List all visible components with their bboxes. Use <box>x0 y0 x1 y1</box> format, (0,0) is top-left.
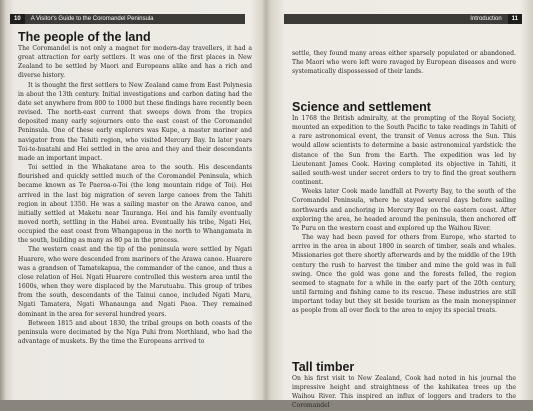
paragraph: The Coromandel is not only a magnet for modern-day travellers, it had a great attraction for early settlers. It was one of the first places in New Zealand to be settled by Maori and Europeans alike and has a rich and diverse history. <box>18 45 252 80</box>
paragraph: The way had been paved for others from Europe, who started to arrive in the area in about 1800 in search of timber, seals and whales. Missionaries got there shortly afterwards and by the middle of the 19th century the rush to harvest the timber and mine the gold was in full swing. Once the gold was gone and the forests felled, the region seemed to stagnate for a while in the early part of the 20th century, until farming and fishing came to its rescue. These industries are still important today but they sit beside tourism as the main moneyspinner as people from all over flock to the area to enjoy its special treats. <box>292 234 516 315</box>
left-page <box>10 0 262 400</box>
science-body-text <box>292 114 516 315</box>
paragraph: It is thought the first settlers to New Zealand came from East Polynesia in about the 13th century. Initial investigations and carbon dating had the date set anywhere from 800 to 1000 but these findings have recently been revised. The north-east current that sweeps down from the tropics deposited many early sojourners onto the east coast of the Coromandel Peninsula. One of these early explorers was Kupe, a master mariner and navigator from the Tahiti region, who visited Mercury Bay. In later years Toi-te-huatahi and Hei settled in the area and they and their descendants made an important impact. <box>18 81 252 162</box>
left-running-head <box>10 14 245 24</box>
paragraph: Weeks later Cook made landfall at Poverty Bay, to the south of the Coromandel Peninsula, where he stayed several days before sailing northwards and anchoring in Mercury Bay on the eastern coast. After exploring the area, he headed around the peninsula, then anchored off Te Puru on the western coast and explored up the Waihou River. <box>292 188 516 232</box>
right-running-head <box>284 14 522 24</box>
paragraph: Toi settled in the Whakatane area to the south. His descendants flourished and quickly settled much of the Coromandel Peninsula, which became known as Te Paeroa-o-Toi (the long mountain ridge of Toi). Hei arrived in the last big migration of seven large canoes from the Tahiti region in about 1350. He was a sailing master on the Arawa canoe, and initially settled at Maketu near Tauranga. Hei and his family eventually moved north, settling in the Hahei area. Eventually his tribe, Ngati Hei, occupied the east coast from Whangapoua in the north to Whangamata in the south, building as many as 80 pa in the process. <box>18 164 252 245</box>
paragraph: The western coast and the tip of the peninsula were settled by Ngati Huarere, who were descended from mariners of the Arawa canoe. Huarere was a grandson of Tamatekapua, the commander of the canoe, and thus a close relation of Hei. Ngati Huarere controlled this western area until the 1600s, when they were displaced by the Marutuahu. This group of tribes from the south, descendants of the Tainui canoe, included Ngati Maru, Ngati Tamatera, Ngati Whanaunga and Ngati Paoa. They remained dominant in the area for several hundred years. <box>18 246 252 318</box>
right-running-title: Introduction <box>470 16 502 22</box>
paragraph: On his first visit to New Zealand, Cook had noted in his journal the impressive height and straightness of the kahikatea trees up the Waihou River. This inspired an influx of loggers and traders to the Coromandel <box>292 375 516 410</box>
chapter-heading: The people of the land <box>18 30 151 44</box>
timber-body-text <box>292 374 516 411</box>
paragraph: In 1768 the British admiralty, at the prompting of the Royal Society, mounted an expedition to the South Pacific to take readings in Tahiti of a rare astronomical event, the transit of Venus across the Sun. This would allow scientists to determine a basic astronomical yardstick: the distance of the Sun from the Earth. The expedition was led by Lieutenant James Cook. Having completed its objective in Tahiti, it sailed south-west under secret orders to try to find the great southern continent. <box>292 115 516 187</box>
right-page <box>276 0 526 410</box>
paragraph: settle, they found many areas either sparsely populated or abandoned. The Maori who were left were ravaged by European diseases and were systematically dispossessed of their lands. <box>292 50 516 76</box>
section-heading-science: Science and settlement <box>292 100 431 114</box>
continuation-text <box>292 49 516 76</box>
left-page-number: 10 <box>10 14 25 24</box>
left-running-title: A Visitor's Guide to the Coromandel Peninsula <box>30 16 154 22</box>
right-page-number: 11 <box>508 14 522 24</box>
section-heading-timber: Tall timber <box>292 360 355 374</box>
left-body-text <box>18 44 252 346</box>
paragraph: Between 1815 and about 1830, the tribal groups on both coasts of the peninsula were decimated by the Nga Puhi from Northland, who had the advantage of muskets. By the time the Europeans arrived to <box>18 319 252 345</box>
